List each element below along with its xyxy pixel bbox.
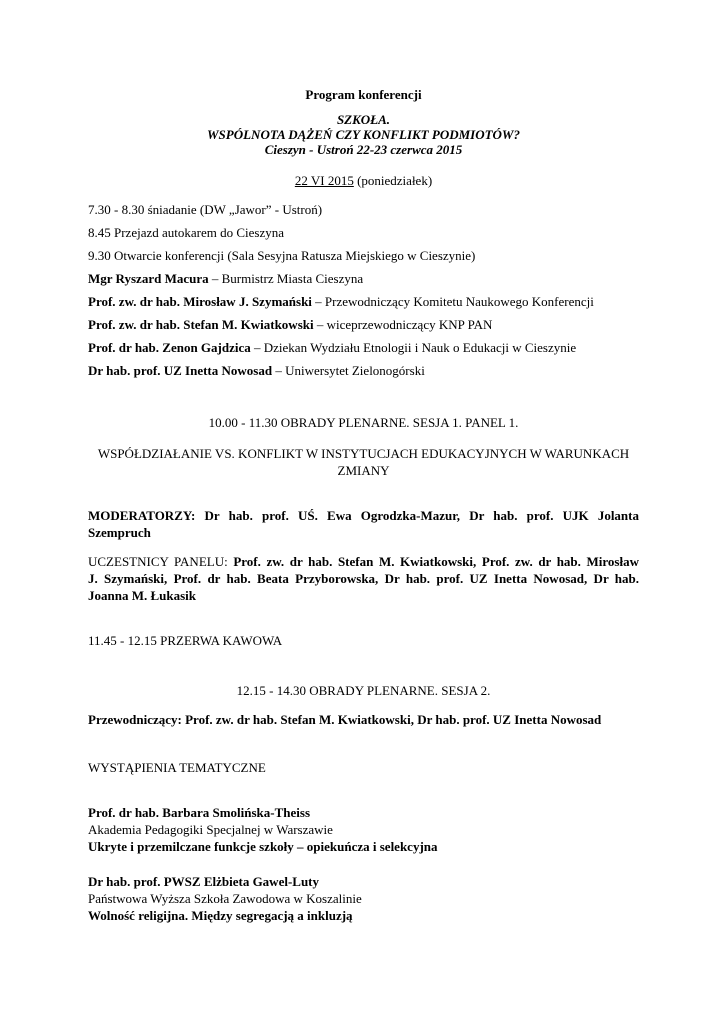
program-heading: Program konferencji <box>305 87 422 102</box>
talk-affiliation: Państwowa Wyższa Szkoła Zawodowa w Koszalinie <box>88 891 362 906</box>
speaker-name: Mgr Ryszard Macura <box>88 271 209 286</box>
coffee-break: 11.45 - 12.15 PRZERWA KAWOWA <box>88 633 283 648</box>
talk-title: Wolność religijna. Między segregacją a inkluzją <box>88 908 353 923</box>
session2-heading: 12.15 - 14.30 OBRADY PLENARNE. SESJA 2. <box>236 683 491 698</box>
participants-line2: J. Szymański, Prof. dr hab. Beata Przyborowska, Dr hab. prof. UZ Inetta Nowosad, Dr hab. <box>88 571 639 586</box>
moderators-line1: MODERATORZY: Dr hab. prof. UŚ. Ewa Ogrodzka-Mazur, Dr hab. prof. UJK Jolanta <box>88 508 639 523</box>
participants-line1 <box>88 553 639 570</box>
speaker-line <box>88 270 639 287</box>
speaker-line <box>88 362 639 379</box>
moderators-line2: Szempruch <box>88 525 151 540</box>
speaker-line <box>88 293 639 310</box>
day-heading <box>88 172 639 189</box>
day-weekday: (poniedziałek) <box>353 173 433 188</box>
speaker-role: – Przewodniczący Komitetu Naukowego Konferencji <box>311 294 594 309</box>
speaker-role: – Burmistrz Miasta Cieszyna <box>208 271 364 286</box>
speaker-line <box>88 316 639 333</box>
schedule-item: 7.30 - 8.30 śniadanie (DW „Jawor” - Ustroń) <box>88 202 323 217</box>
talk-speaker: Prof. dr hab. Barbara Smolińska-Theiss <box>88 805 311 820</box>
talk-affiliation: Akademia Pedagogiki Specjalnej w Warszawie <box>88 822 333 837</box>
speaker-name: Prof. zw. dr hab. Stefan M. Kwiatkowski <box>88 317 314 332</box>
schedule-item: 8.45 Przejazd autokarem do Cieszyna <box>88 225 285 240</box>
speaker-role: – Dziekan Wydziału Etnologii i Nauk o Edukacji w Cieszynie <box>250 340 577 355</box>
conference-title-line2: WSPÓLNOTA DĄŻEŃ CZY KONFLIKT PODMIOTÓW? <box>207 127 520 142</box>
participants-label: UCZESTNICY PANELU: <box>88 554 234 569</box>
speaker-name: Prof. dr hab. Zenon Gajdzica <box>88 340 251 355</box>
speaker-name: Prof. zw. dr hab. Mirosław J. Szymański <box>88 294 312 309</box>
participants-line3: Joanna M. Łukasik <box>88 588 197 603</box>
session1-heading: 10.00 - 11.30 OBRADY PLENARNE. SESJA 1. PANEL 1. <box>208 415 519 430</box>
conference-title-line1: SZKOŁA. <box>336 112 391 127</box>
speaker-name: Dr hab. prof. UZ Inetta Nowosad <box>88 363 273 378</box>
speaker-role: – wiceprzewodniczący KNP PAN <box>313 317 493 332</box>
thematic-section-heading: WYSTĄPIENIA TEMATYCZNE <box>88 760 266 775</box>
session1-topic-line1: WSPÓŁDZIAŁANIE VS. KONFLIKT W INSTYTUCJACH EDUKACYJNYCH W WARUNKACH <box>97 446 630 461</box>
speaker-role: – Uniwersytet Zielonogórski <box>272 363 425 378</box>
session2-chairs: Przewodniczący: Prof. zw. dr hab. Stefan M. Kwiatkowski, Dr hab. prof. UZ Inetta Nowosad <box>88 712 602 727</box>
session1-topic-line2: ZMIANY <box>337 463 390 478</box>
day-date: 22 VI 2015 <box>294 173 354 188</box>
schedule-item: 9.30 Otwarcie konferencji (Sala Sesyjna Ratusza Miejskiego w Cieszynie) <box>88 248 476 263</box>
conference-place-date: Cieszyn - Ustroń 22-23 czerwca 2015 <box>264 142 463 157</box>
talk-speaker: Dr hab. prof. PWSZ Elżbieta Gawel-Luty <box>88 874 320 889</box>
participants-names: Prof. zw. dr hab. Stefan M. Kwiatkowski, Prof. zw. dr hab. Mirosław <box>233 554 639 569</box>
talk-title: Ukryte i przemilczane funkcje szkoły – opiekuńcza i selekcyjna <box>88 839 438 854</box>
speaker-line <box>88 339 639 356</box>
